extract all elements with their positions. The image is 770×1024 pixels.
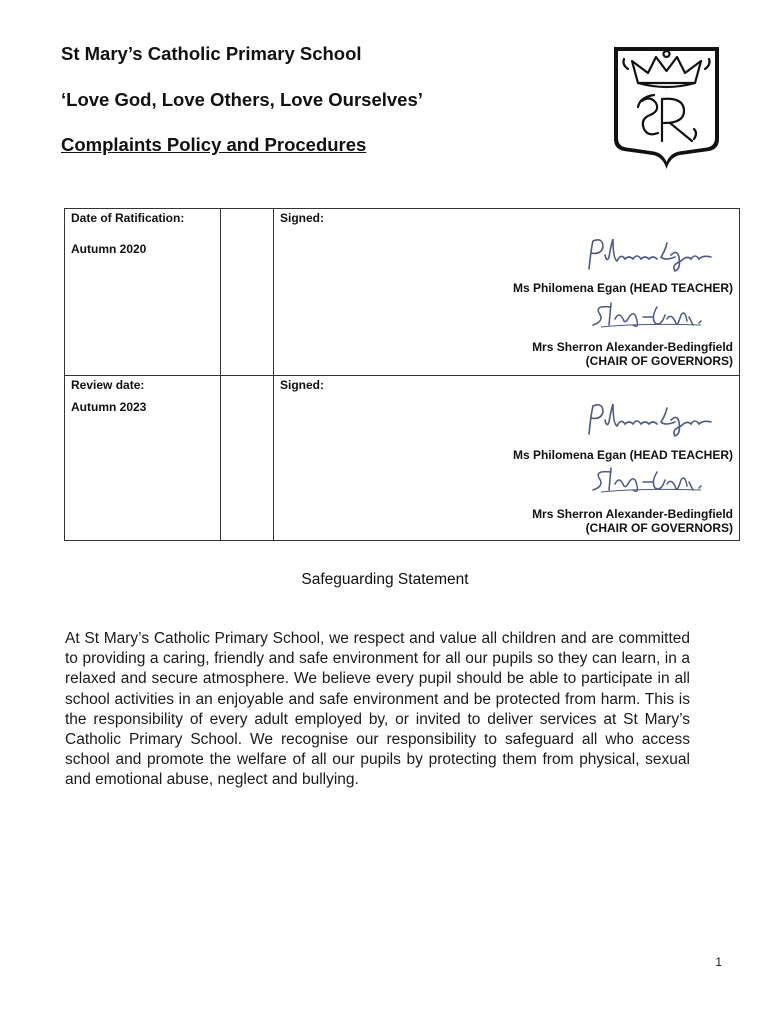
signature-cell <box>274 376 740 541</box>
chair-signature-icon <box>581 464 721 498</box>
chair-name: Mrs Sherron Alexander-Bedingfield <box>532 340 733 354</box>
chair-name: Mrs Sherron Alexander-Bedingfield <box>532 507 733 521</box>
table-row <box>65 209 740 376</box>
empty-cell <box>221 209 274 376</box>
date-value: Autumn 2023 <box>71 400 147 414</box>
page-number: 1 <box>715 955 722 969</box>
signed-label: Signed: <box>280 378 324 392</box>
school-motto: ‘Love God, Love Others, Love Ourselves’ <box>61 89 423 110</box>
safeguarding-title: Safeguarding Statement <box>301 571 469 588</box>
school-crest-icon <box>610 43 723 173</box>
head-teacher-name: Ms Philomena Egan (HEAD TEACHER) <box>512 448 733 462</box>
head-teacher-signature-icon <box>581 235 721 275</box>
safeguarding-body: At St Mary’s Catholic Primary School, we respect and value all children and are committed to providing a caring, friendly and safe environment for all our pupils so they can learn, in a relaxed and secure atmosphere. We believe every pupil should be able to participate in all school activities in an enjoyable and safe environment and be protected from harm. This is the responsibility of every adult employed by, or invited to deliver services at St Mary’s Catholic Primary School. We recognise our responsibility to safeguard all who access school and promote the welfare of all our pupils by protecting them from physical, sexual and emotional abuse, neglect and bullying. <box>65 630 690 789</box>
document-title: Complaints Policy and Procedures <box>61 134 367 155</box>
chair-role: (CHAIR OF GOVERNORS) <box>585 521 733 535</box>
chair-role: (CHAIR OF GOVERNORS) <box>585 354 733 368</box>
date-cell <box>65 376 221 541</box>
chair-of-governors-name <box>532 340 733 368</box>
date-cell <box>65 209 221 376</box>
table-row <box>65 376 740 541</box>
empty-cell <box>221 376 274 541</box>
signed-label: Signed: <box>280 211 324 225</box>
date-value: Autumn 2020 <box>71 242 147 256</box>
school-name: St Mary’s Catholic Primary School <box>61 43 362 64</box>
chair-of-governors-name <box>532 507 733 535</box>
date-label: Date of Ratification: <box>71 211 185 225</box>
date-label: Review date: <box>71 378 145 392</box>
signature-cell <box>274 209 740 376</box>
head-teacher-signature-icon <box>581 400 721 440</box>
head-teacher-name: Ms Philomena Egan (HEAD TEACHER) <box>512 281 733 295</box>
chair-signature-icon <box>581 299 721 333</box>
signatures-table <box>64 208 740 541</box>
